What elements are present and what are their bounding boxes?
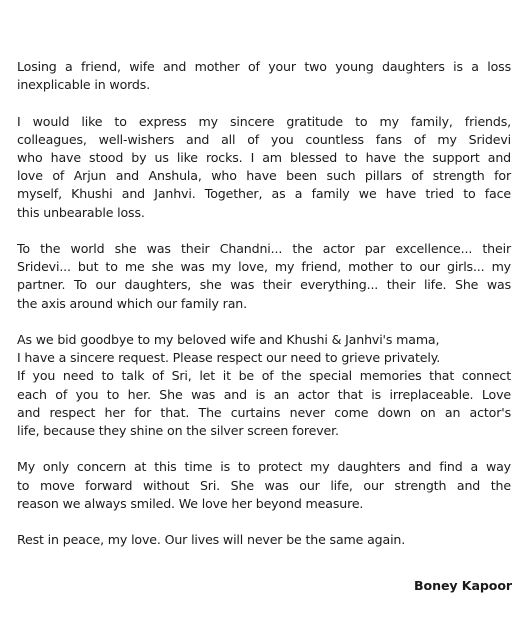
paragraph-daughters <box>17 458 511 513</box>
letter-body <box>17 58 511 568</box>
letter-line: this unbearable loss. <box>17 204 145 220</box>
letter-line: inexplicable in words. <box>17 77 151 93</box>
letter-line: Rest in peace, my love. Our lives will never be the same again. <box>17 532 406 548</box>
paragraph-request <box>17 331 511 440</box>
letter-line: love of Arjun and Anshula, who have been such pillars of strength for <box>17 168 511 184</box>
letter-line: colleagues, well-wishers and all of you countless fans of my Sridevi <box>17 131 511 147</box>
letter-line: who have stood by us like rocks. I am blessed to have the support and <box>17 150 511 165</box>
letter-line: life, because they shine on the silver screen forever. <box>17 423 339 439</box>
letter-line: If you need to talk of Sri, let it be of the special memories that connect <box>17 368 511 384</box>
letter-line: My only concern at this time is to protect my daughters and find a way <box>17 459 511 475</box>
letter-line: the axis around which our family ran. <box>17 295 247 311</box>
letter-line: I would like to express my sincere gratitude to my family, friends, <box>17 113 511 129</box>
letter-line: reason we always smiled. We love her beyond measure. <box>17 495 364 511</box>
letter-line: partner. To our daughters, she was their everything... their life. She was <box>17 277 511 293</box>
signature: Boney Kapoor <box>414 578 512 593</box>
letter-line: To the world she was their Chandni... the actor par excellence... their <box>17 241 511 256</box>
letter-line: As we bid goodbye to my beloved wife and Khushi & Janhvi's mama, <box>17 332 440 347</box>
letter-line: I have a sincere request. Please respect our need to grieve privately. <box>17 350 441 366</box>
letter-line: to move forward without Sri. She was our life, our strength and the <box>17 477 511 493</box>
letter-line: Losing a friend, wife and mother of your two young daughters is a loss <box>17 59 511 74</box>
paragraph-rest-in-peace <box>17 531 511 549</box>
letter-line: myself, Khushi and Janhvi. Together, as a family we have tried to face <box>17 186 511 202</box>
letter-line: Sridevi... but to me she was my love, my friend, mother to our girls... my <box>17 259 511 275</box>
paragraph-chandni <box>17 240 511 313</box>
letter-line: and respect her for that. The curtains never come down on an actor's <box>17 404 511 420</box>
letter-line: each of you to her. She was and is an actor that is irreplaceable. Love <box>17 386 511 402</box>
paragraph-gratitude <box>17 113 511 222</box>
paragraph-loss <box>17 58 511 94</box>
